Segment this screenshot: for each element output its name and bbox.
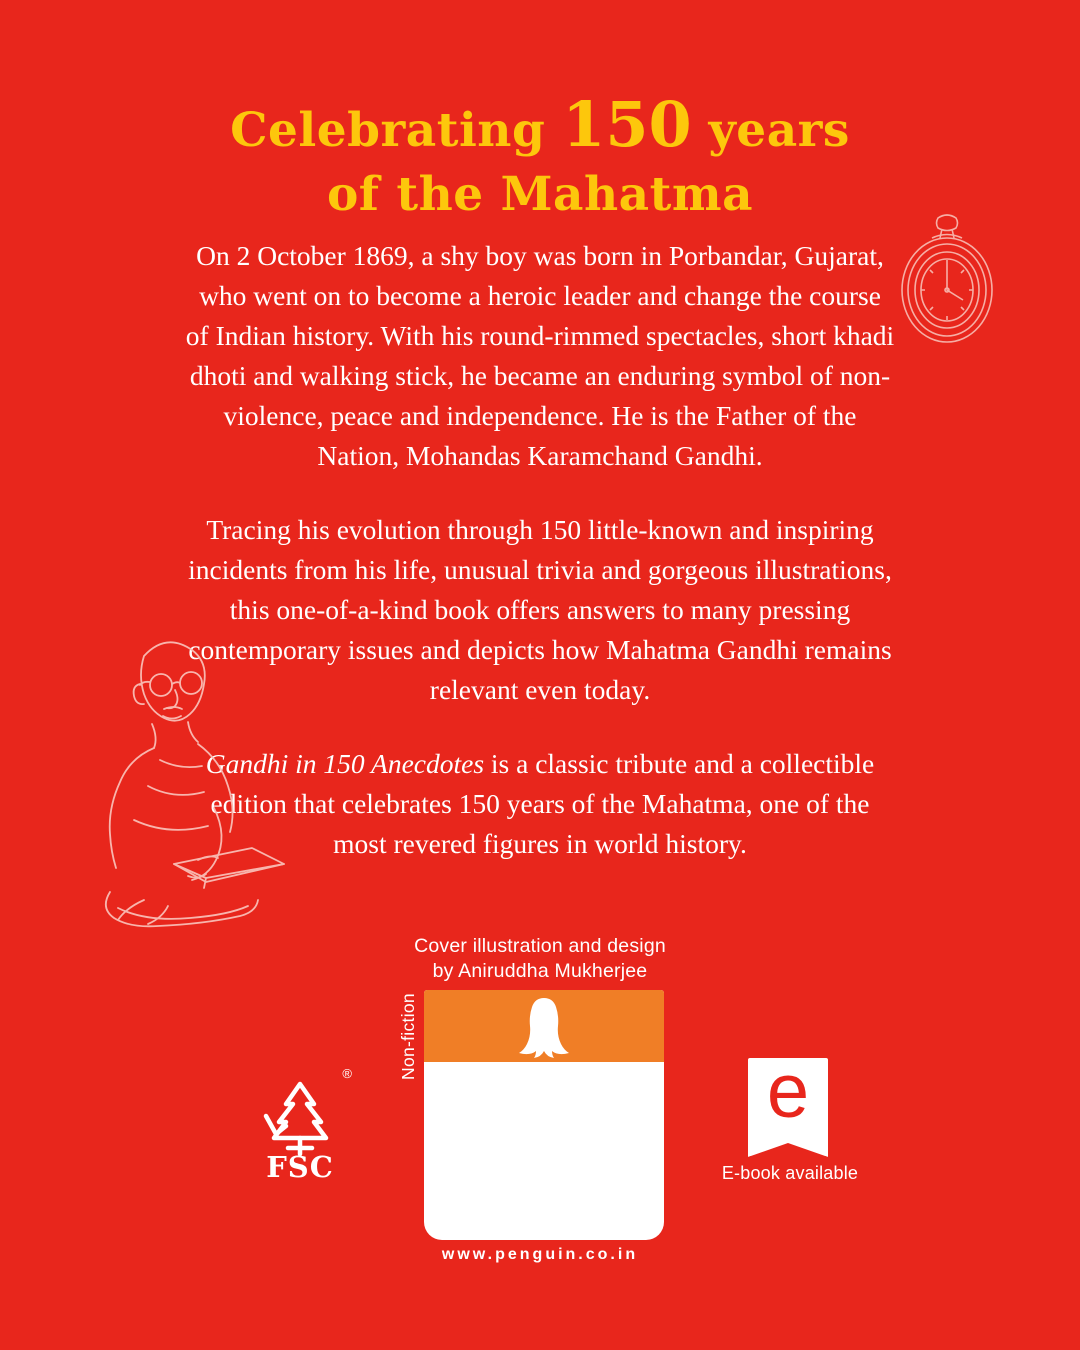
gandhi-seated-illustration xyxy=(48,608,303,948)
ebook-badge-icon xyxy=(748,1049,828,1156)
title-number: 150 xyxy=(562,88,692,161)
title-celebrating: Celebrating xyxy=(230,103,563,158)
cover-credit-line-1: Cover illustration and design xyxy=(414,935,666,957)
registered-mark: ® xyxy=(342,1066,352,1081)
penguin-logo-panel xyxy=(424,990,664,1240)
cover-credit xyxy=(0,934,1080,984)
publisher-website: www.penguin.co.in xyxy=(441,1246,639,1263)
ebook-glyph: e xyxy=(766,1049,810,1134)
ebook-bookmark-icon xyxy=(748,1135,828,1157)
title-line-1 xyxy=(230,88,850,161)
fsc-label: FSC xyxy=(266,1150,334,1184)
penguin-logo-icon xyxy=(516,996,572,1058)
cover-credit-line-2: by Aniruddha Mukherjee xyxy=(432,960,648,982)
pocket-watch-illustration xyxy=(892,212,1002,357)
blurb-paragraph-2: Tracing his evolution through 150 little-known and inspiring incidents from his life, unusual trivia and gorgeous illustrations, this one-of-a-kind book offers answers to many pressing contemporary issues and depicts how Mahatma Gandhi remains relevant even today. xyxy=(188,514,892,705)
blurb-paragraph-3-rest: is a classic tribute and a collectible edition that celebrates 150 years of the Mahatma, one of the most revered figures in world history. xyxy=(210,748,875,859)
category-label: Non-fiction xyxy=(398,993,418,1080)
title-line-2: of the Mahatma xyxy=(326,166,754,222)
blurb-paragraph-1: On 2 October 1869, a shy boy was born in Porbandar, Gujarat, who went on to become a heroic leader and change the course of Indian history. With his round-rimmed spectacles, short khadi dhoti and walking stick, he became an enduring symbol of non-violence, peace and independence. He is the Father of the Nation, Mohandas Karamchand Gandhi. xyxy=(185,240,895,471)
ebook-label: E-book available xyxy=(721,1163,859,1183)
title-years: years xyxy=(691,103,850,158)
page-title xyxy=(0,86,1080,224)
fsc-logo xyxy=(252,1058,352,1184)
book-title: Gandhi in 150 Anecdotes xyxy=(205,748,485,779)
